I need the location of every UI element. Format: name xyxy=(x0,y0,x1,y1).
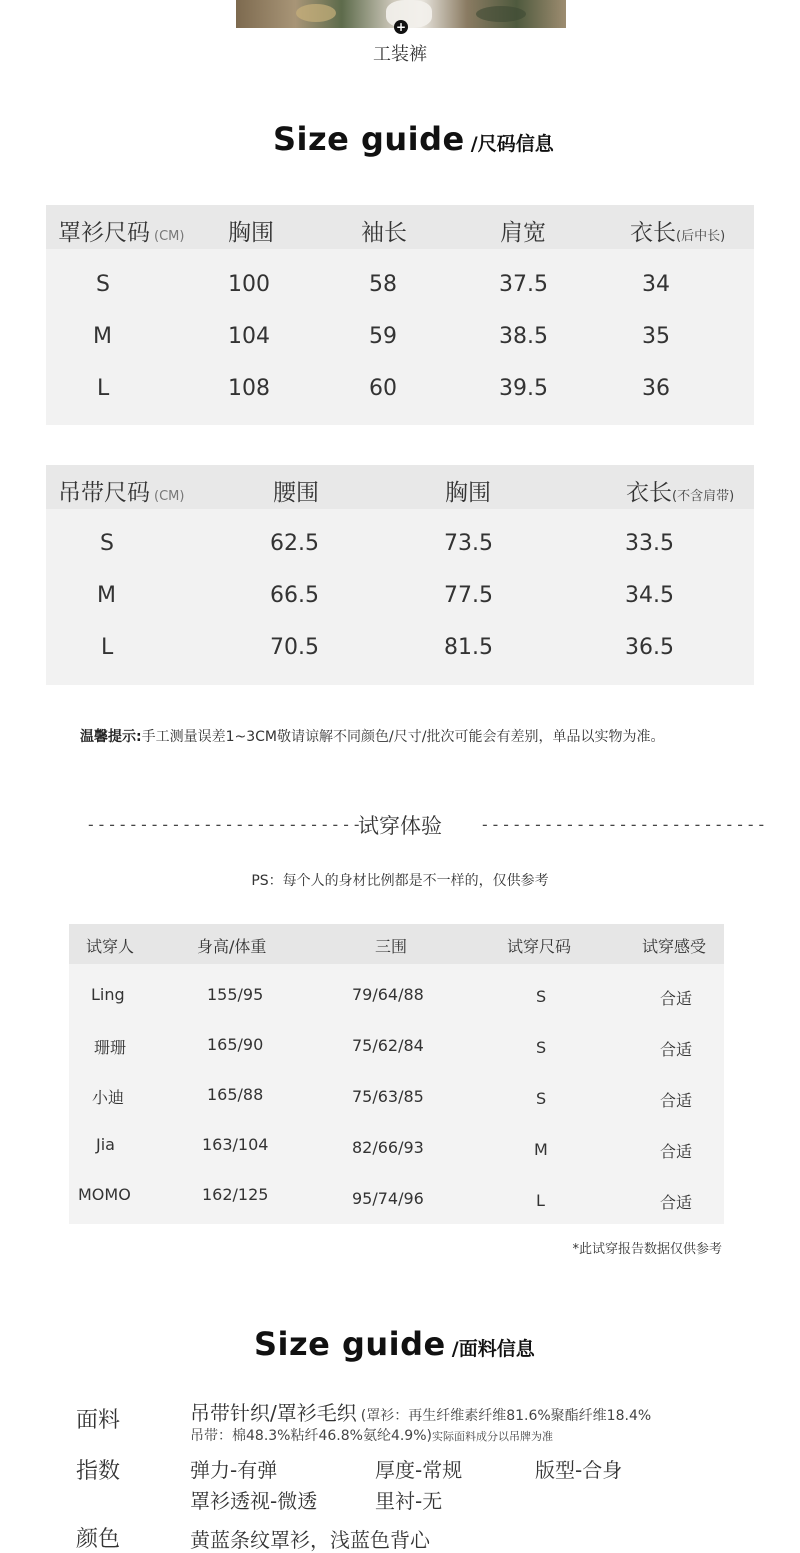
shirt-shoulder-m: 38.5 xyxy=(499,324,548,349)
tryon-measurements: 82/66/93 xyxy=(352,1138,424,1157)
fabric-note-3: 实际面料成分以吊牌为准 xyxy=(431,1430,553,1443)
tryon-person: MOMO xyxy=(78,1185,131,1204)
cami-size-s: S xyxy=(100,531,114,556)
waist-header: 腰围 xyxy=(273,480,319,506)
cami-chest-header: 胸围 xyxy=(445,480,491,506)
shirt-sleeve-s: 58 xyxy=(369,272,397,297)
tryon-measurements: 75/62/84 xyxy=(352,1036,424,1055)
tryon-height-weight: 165/90 xyxy=(207,1035,264,1054)
size-guide-subtitle: /尺码信息 xyxy=(470,133,554,155)
tryon-size: L xyxy=(536,1191,545,1210)
unit-label: (CM) xyxy=(154,229,185,244)
tryon-person: 小迪 xyxy=(92,1088,125,1107)
tryon-footnote: *此试穿报告数据仅供参考 xyxy=(572,1242,722,1257)
unit-label: (CM) xyxy=(154,489,185,504)
tryon-ps: PS：每个人的身材比例都是不一样的，仅供参考 xyxy=(251,873,549,889)
tryon-size: S xyxy=(536,987,547,1006)
measurement-tip xyxy=(80,726,664,746)
tip-label: 温馨提示: xyxy=(80,729,142,745)
fabric-label: 面料 xyxy=(76,1408,121,1433)
tryon-measurements: 79/64/88 xyxy=(352,985,424,1004)
length-note: (后中长) xyxy=(676,229,726,244)
index-elasticity: 弹力-有弹 xyxy=(190,1458,278,1482)
index-lining: 里衬-无 xyxy=(375,1489,443,1513)
shirt-size-header: 罩衫尺码 (CM) xyxy=(58,220,185,246)
tryon-feel: 合适 xyxy=(660,1091,693,1110)
tryon-size-header: 试穿尺码 xyxy=(507,937,572,956)
tryon-person: Jia xyxy=(96,1135,115,1154)
size-guide-heading: Size guide xyxy=(273,120,465,158)
shirt-size-l: L xyxy=(97,376,110,401)
tryon-height-weight: 162/125 xyxy=(202,1185,269,1204)
chest-header: 胸围 xyxy=(228,220,274,246)
measurements-header: 三围 xyxy=(375,937,408,956)
plus-icon[interactable]: + xyxy=(395,20,407,34)
fabric-note-1: (罩衫：再生纤维素纤维81.6%聚酯纤维18.4% xyxy=(360,1408,652,1424)
shirt-length-s: 34 xyxy=(642,272,670,297)
shirt-size-m: M xyxy=(93,324,112,349)
index-thickness: 厚度-常规 xyxy=(375,1458,463,1482)
fabric-main: 吊带针织/罩衫毛织 xyxy=(190,1401,357,1425)
cami-length-s: 33.5 xyxy=(625,531,674,556)
cami-chest-s: 73.5 xyxy=(444,531,493,556)
tryon-height-weight: 163/104 xyxy=(202,1135,269,1154)
color-value: 黄蓝条纹罩衫，浅蓝色背心 xyxy=(190,1528,430,1552)
height-weight-header: 身高/体重 xyxy=(197,937,267,956)
tryon-size: S xyxy=(536,1089,547,1108)
tryon-measurements: 75/63/85 xyxy=(352,1087,424,1106)
shirt-shoulder-s: 37.5 xyxy=(499,272,548,297)
tryon-measurements: 95/74/96 xyxy=(352,1189,424,1208)
fabric-guide-heading: Size guide xyxy=(254,1325,446,1363)
shirt-chest-s: 100 xyxy=(228,272,270,297)
tryon-height-weight: 165/88 xyxy=(207,1085,264,1104)
shirt-length-l: 36 xyxy=(642,376,670,401)
cami-size-l: L xyxy=(101,635,114,660)
cami-length-l: 36.5 xyxy=(625,635,674,660)
fabric-guide-subtitle: /面料信息 xyxy=(451,1338,535,1360)
cami-length-header: 衣长(不含肩带) xyxy=(626,480,735,506)
shirt-sleeve-l: 60 xyxy=(369,376,397,401)
feel-header: 试穿感受 xyxy=(642,937,707,956)
shirt-sleeve-m: 59 xyxy=(369,324,397,349)
cami-waist-l: 70.5 xyxy=(270,635,319,660)
shoulder-header: 肩宽 xyxy=(500,220,546,246)
tryon-person: Ling xyxy=(91,985,125,1004)
cami-size-header: 吊带尺码 (CM) xyxy=(58,480,185,506)
shirt-chest-m: 104 xyxy=(228,324,270,349)
cami-length-m: 34.5 xyxy=(625,583,674,608)
tip-text: 手工测量误差1~3CM敬请谅解不同颜色/尺寸/批次可能会有差别，单品以实物为准。 xyxy=(141,729,665,745)
cami-size-m: M xyxy=(97,583,116,608)
shirt-length-m: 35 xyxy=(642,324,670,349)
tryon-feel: 合适 xyxy=(660,1142,693,1161)
length-header: 衣长(后中长) xyxy=(630,220,726,246)
tryon-feel: 合适 xyxy=(660,989,693,1008)
cami-waist-s: 62.5 xyxy=(270,531,319,556)
tryon-title: 试穿体验 xyxy=(358,814,442,838)
cami-chest-m: 77.5 xyxy=(444,583,493,608)
size-guide-title xyxy=(273,120,554,158)
tryon-feel: 合适 xyxy=(660,1193,693,1212)
tryon-size: M xyxy=(534,1140,548,1159)
tryon-person: 珊珊 xyxy=(94,1038,127,1057)
color-label: 颜色 xyxy=(76,1527,121,1552)
shirt-chest-l: 108 xyxy=(228,376,270,401)
fabric-line-1 xyxy=(190,1397,651,1426)
tryon-feel: 合适 xyxy=(660,1040,693,1059)
tryon-height-weight: 155/95 xyxy=(207,985,264,1004)
shirt-shoulder-l: 39.5 xyxy=(499,376,548,401)
length-note: (不含肩带) xyxy=(672,489,735,504)
index-transparency: 罩衫透视-微透 xyxy=(190,1489,318,1513)
divider-left: --------------------------- xyxy=(86,815,374,834)
divider-right: --------------------------- xyxy=(480,815,768,834)
fabric-note-2: 吊带：棉48.3%粘纤46.8%氨纶4.9%) xyxy=(190,1428,432,1444)
cami-waist-m: 66.5 xyxy=(270,583,319,608)
tryon-size: S xyxy=(536,1038,547,1057)
tryon-table xyxy=(69,924,724,1224)
photo-caption: 工装裤 xyxy=(373,44,427,65)
shirt-size-s: S xyxy=(96,272,110,297)
index-label: 指数 xyxy=(76,1459,121,1484)
person-header: 试穿人 xyxy=(86,937,135,956)
cami-chest-l: 81.5 xyxy=(444,635,493,660)
index-fit: 版型-合身 xyxy=(535,1458,623,1482)
sleeve-header: 袖长 xyxy=(361,220,407,246)
fabric-guide-title xyxy=(254,1325,535,1363)
fabric-line-2 xyxy=(190,1425,553,1445)
